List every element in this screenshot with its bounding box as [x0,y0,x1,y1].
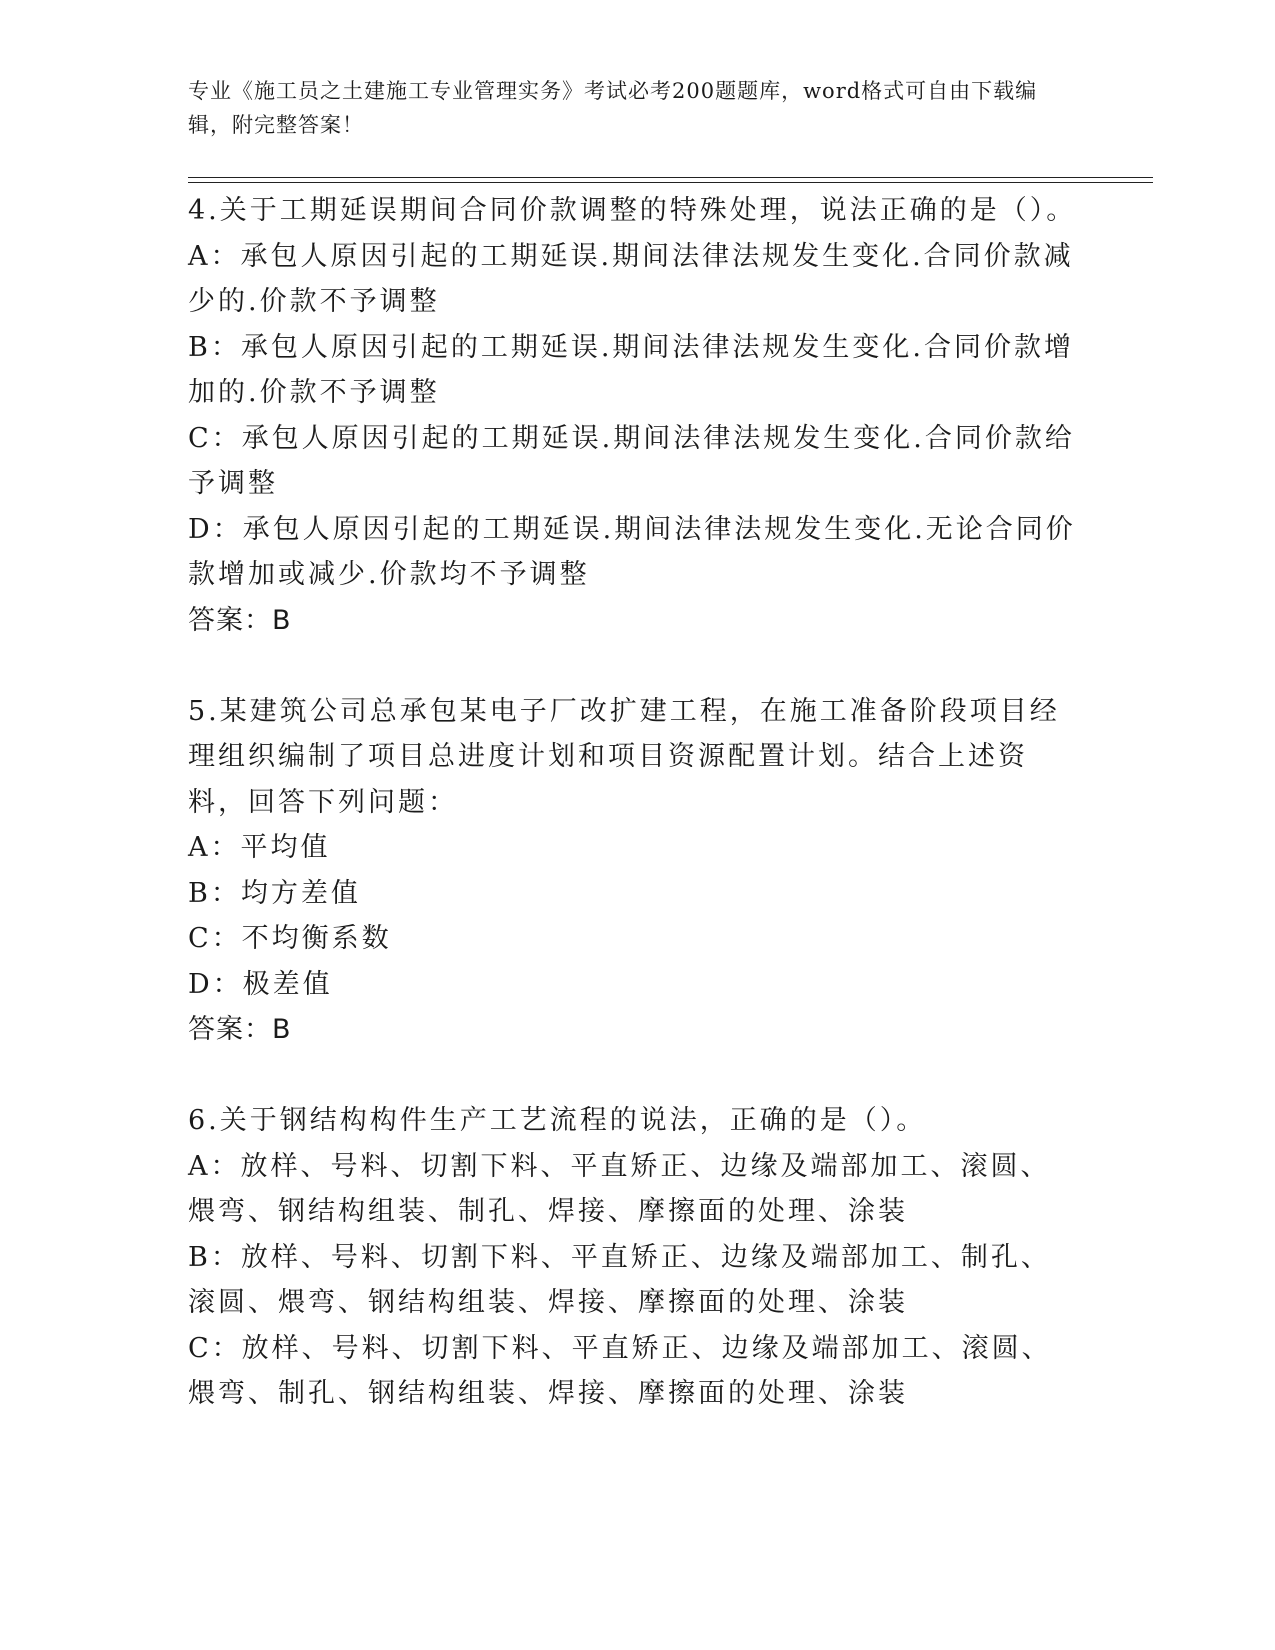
option-b: B：放样、号料、切割下料、平直矫正、边缘及端部加工、制孔、滚圆、煨弯、钢结构组装、焊接、摩擦面的处理、涂装 [188,1241,1051,1318]
question-stem: 4.关于工期延误期间合同价款调整的特殊处理，说法正确的是（）。 [188,195,1077,226]
option-a: A：平均值 [188,832,331,863]
option-c: C：放样、号料、切割下料、平直矫正、边缘及端部加工、滚圆、煨弯、制孔、钢结构组装、焊接、摩擦面的处理、涂装 [188,1332,1052,1409]
option-a: A：承包人原因引起的工期延误.期间法律法规发生变化.合同价款减少的.价款不予调整 [188,240,1074,317]
option-a: A：放样、号料、切割下料、平直矫正、边缘及端部加工、滚圆、煨弯、钢结构组装、制孔、焊接、摩擦面的处理、涂装 [188,1150,1051,1227]
option-d: D：承包人原因引起的工期延误.期间法律法规发生变化.无论合同价款增加或减少.价款均不予调整 [188,513,1076,590]
answer-text: 答案：B [188,1014,292,1045]
option-c: C：不均衡系数 [188,923,392,954]
question-spacer [188,643,1078,689]
question-stem: 6.关于钢结构构件生产工艺流程的说法，正确的是（）。 [188,1105,927,1136]
header-divider-bottom [188,182,1153,183]
document-header: 专业《施工员之土建施工专业管理实务》考试必考200题题库，word格式可自由下载编辑，附完整答案！ [188,79,1038,137]
option-b: B：承包人原因引起的工期延误.期间法律法规发生变化.合同价款增加的.价款不予调整 [188,331,1075,408]
question-spacer [188,1053,1078,1099]
header-divider-top [188,177,1153,178]
question-6 [188,1098,1078,1417]
option-c: C：承包人原因引起的工期延误.期间法律法规发生变化.合同价款给予调整 [188,422,1075,499]
answer-text: 答案：B [188,604,292,636]
question-stem: 5.某建筑公司总承包某电子厂改扩建工程，在施工准备阶段项目经理组织编制了项目总进度计划和项目资源配置计划。结合上述资料，回答下列问题： [188,695,1060,818]
question-list [188,188,1078,1417]
question-4 [188,188,1078,643]
question-5 [188,689,1078,1053]
option-d: D：极差值 [188,968,333,1000]
option-b: B：均方差值 [188,877,361,909]
